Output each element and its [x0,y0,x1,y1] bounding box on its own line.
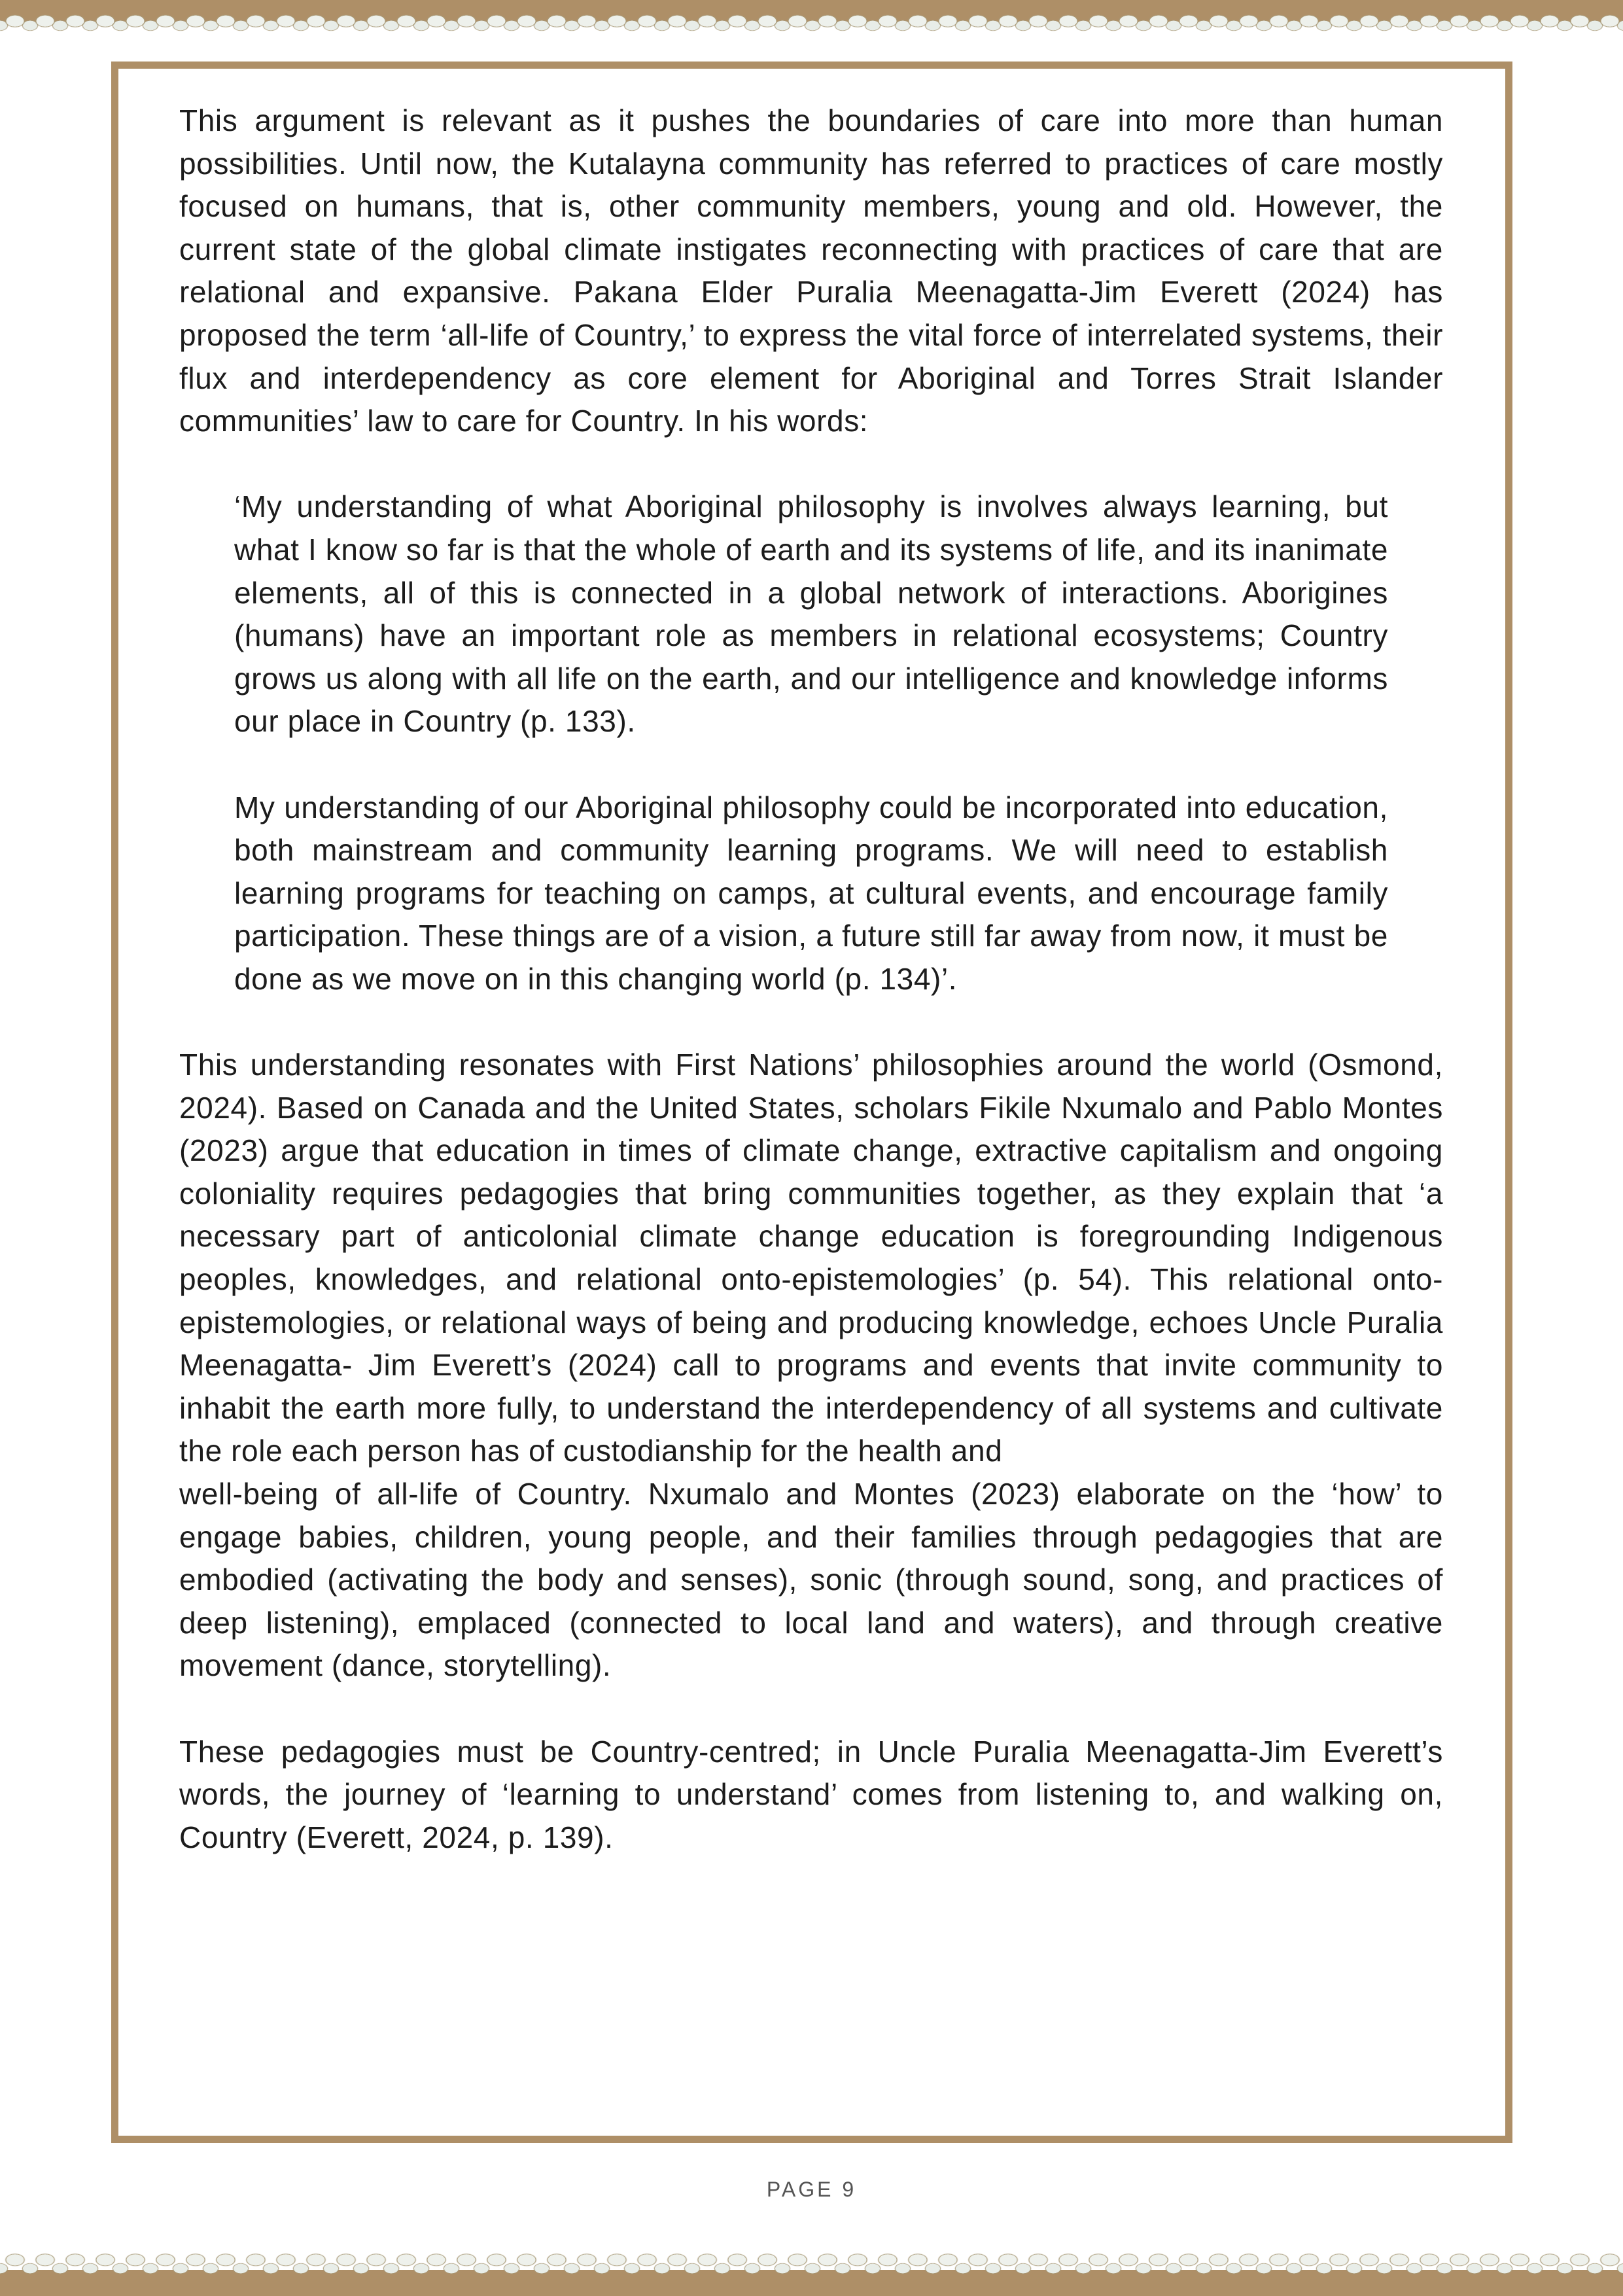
page-number: PAGE 9 [766,2178,857,2201]
paragraph: well-being of all-life of Country. Nxumalo and Montes (2023) elaborate on the ‘how’ to engage babies, children, young people, and their families through pedagogies that are embodied (activating the body and senses), sonic (through sound, song, and practices of deep listening), emplaced (connected to local land and waters), and through creative movement (dance, storytelling). [179,1477,1443,1683]
decorative-border-bottom [0,2247,1623,2296]
block-quote: ‘My understanding of what Aboriginal philosophy is involves always learning, but what I know so far is that the whole of earth and its systems of life, and its inanimate elements, all of this is connected in a global network of interactions. Aborigines (humans) have an important role as members in relational ecosystems; Country grows us along with all life on the earth, and our intelligence and knowledge informs our place in Country (p. 133). [234,489,1388,739]
paragraph: This argument is relevant as it pushes the boundaries of care into more than human possibilities. Until now, the Kutalayna community has referred to practices of care mostly focused on humans, that is, other community members, young and old. However, the current state of the global climate instigates reconnecting with practices of care that are relational and expansive. Pakana Elder Puralia Meenagatta-Jim Everett (2024) has proposed the term ‘all-life of Country,’ to express the vital force of interrelated systems, their flux and interdependency as core element for Aboriginal and Torres Strait Islander communities’ law to care for Country. In his words: [179,103,1443,438]
paragraph: These pedagogies must be Country-centred; in Uncle Puralia Meenagatta-Jim Everett’s words, the journey of ‘learning to understand’ comes from listening to, and walking on, Country (Everett, 2024, p. 139). [179,1734,1443,1854]
body-text [179,99,1443,1902]
block-quote: My understanding of our Aboriginal philosophy could be incorporated into education, both mainstream and community learning programs. We will need to establish learning programs for teaching on camps, at cultural events, and encourage family participation. These things are of a vision, a future still far away from now, it must be done as we move on in this changing world (p. 134)’. [234,790,1388,996]
paragraph: This understanding resonates with First Nations’ philosophies around the world (Osmond, 2024). Based on Canada and the United States, scholars Fikile Nxumalo and Pablo Montes (2023) argue that education in times of climate change, extractive capitalism and ongoing coloniality requires pedagogies that bring communities together, as they explain that ‘a necessary part of anticolonial climate change education is foregrounding Indigenous peoples, knowledges, and relational onto-epistemologies’ (p. 54). This relational onto-epistemologies, or relational ways of being and producing knowledge, echoes Uncle Puralia Meenagatta- Jim Everett’s (2024) call to programs and events that invite community to inhabit the earth more fully, to understand the interdependency of all systems and cultivate the role each person has of custodianship for the health and [179,1048,1443,1468]
decorative-border-top [0,0,1623,39]
